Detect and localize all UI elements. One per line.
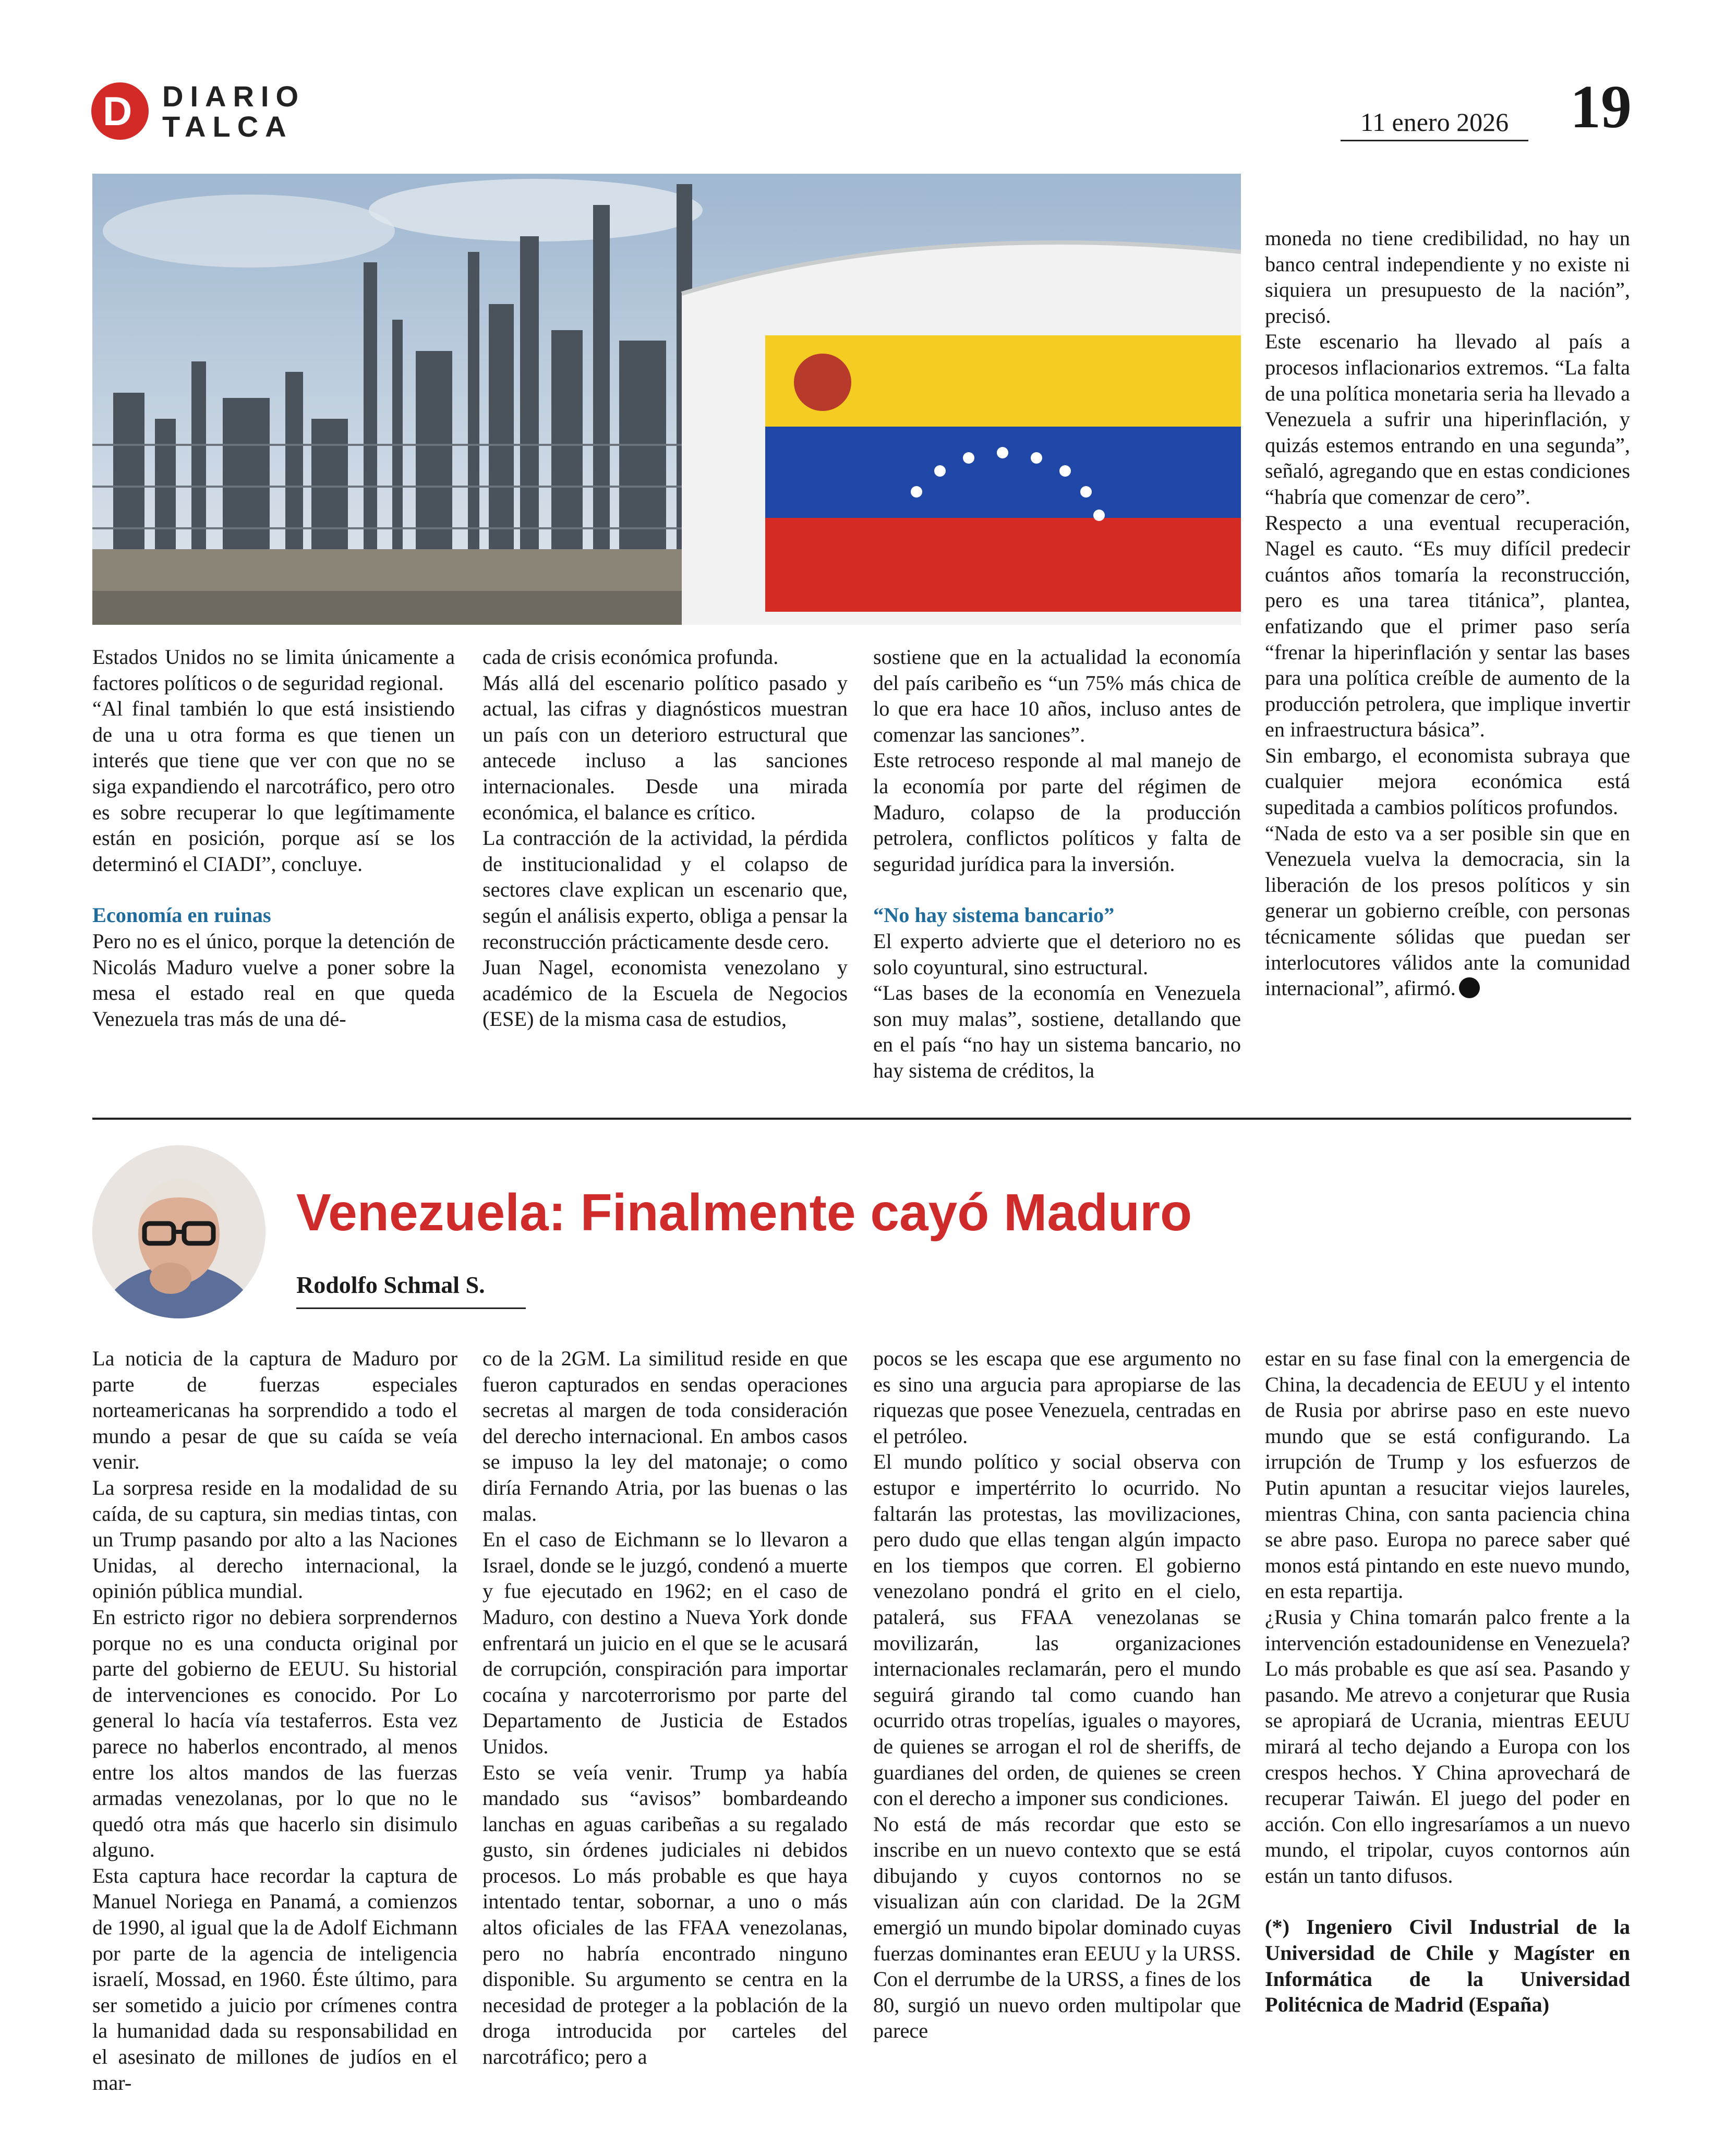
- subhead-economia-en-ruinas: Economía en ruinas: [92, 903, 271, 927]
- author-portrait-icon: [92, 1145, 266, 1318]
- article-column-4: moneda no tiene credibilidad, no hay un banco central independiente y no existe ni siquiera un presupuesto de la nación”, precisó. Este escenario ha llevado al país a procesos inflacionarios extremos. “La falta de una política monetaria seria ha llevado a Venezuela a sufrir una hiperinflación, y quizás estemos entrando en una segunda”, señaló, agregando que en estas condiciones “habría que comenzar de cero”. Respecto a una eventual recuperación, Nagel es cauto. “Es muy difícil predecir cuántos años tomaría la reconstrucción, pero es una tarea titánica”, plantea, enfatizando que el primer paso sería “frenar la hiperinflación y sentar las bases para una política creíble de aumento de la producción petrolera, que implique invertir en infraestructura básica”. Sin embargo, el economista subraya que cualquier mejora económica está supeditada a cambios políticos profundos. “Nada de esto va a ser posible sin que en Venezuela vuelva la democracia, sin la liberación de los presos políticos y sin generar un gobierno creíble, con personas técnicamente sólidas que puedan ser interlocutores válidos ante la comunidad internacional”, afirmó.: [1265, 226, 1630, 1000]
- subhead-no-hay-sistema-bancario: “No hay sistema bancario”: [873, 903, 1115, 927]
- end-of-article-icon: [1459, 977, 1480, 998]
- opinion-column-4: estar en su fase final con la emergencia de China, la decadencia de EEUU y el intento de Rusia por abrirse paso en este nuevo mundo que se está configurando. La irrupción de Trump y los esfuerzos de Putin apuntan a resucitar viejos laureles, mientras China, con santa paciencia china se abre paso. Europa no parece saber qué monos está pintando en este nuevo mundo, en esta repartija. ¿Rusia y China tomarán palco frente a la intervención estadounidense en Venezuela? Lo más probable es que así sea. Pasando y pasando. Me atrevo a conjeturar que Rusia se apropiará de Ucrania, mientras EEUU mirará al techo dejando a Europa con los crespos hechos. Y China aprovechará de recuperar Taiwán. El juego del poder en acción. Con ello ingresaríamos a un nuevo mundo, el tripolar, cuyos contornos aún están un tanto difusos. (*) Ingeniero Civil Industrial de la Universidad de Chile y Magíster en Informática de la Universidad Politécnica de Madrid (España): [1265, 1346, 1630, 2018]
- author-avatar: [92, 1145, 266, 1318]
- page-number: 19: [1570, 72, 1632, 141]
- date-underline: [1341, 140, 1528, 141]
- byline-underline: [296, 1307, 526, 1309]
- opinion-headline: Venezuela: Finalmente cayó Maduro: [296, 1183, 1192, 1242]
- opinion-column-3: pocos se les escapa que ese argumento no es sino una argucia para apropiarse de las riquezas que posee Venezuela, centradas en el petróleo. El mundo político y social observa con estupor e impertérrito lo ocurrido. No faltarán las protestas, las movilizaciones, pero dudo que ellas tengan algún impacto en los tiempos que corren. El gobierno venezolano pondrá el grito en el cielo, patalerá, sus FFAA venezolanas se movilizarán, las organizaciones internacionales reclamarán, pero el mundo seguirá girando tal como cuando han ocurrido otras tropelías, iguales o mayores, de quienes se arrogan el rol de sheriffs, de guardianes del orden, de quienes se creen con el derecho a imponer sus condiciones. No está de más recordar que esto se inscribe en un nuevo contexto que se está dibujando y cuyos contornos no se visualizan aún con claridad. De la 2GM emergió un mundo bipolar dominado cuyas fuerzas dominantes eran EEUU y la URSS. Con el derrumbe de la URSS, a fines de los 80, surgió un nuevo orden multipolar que parece: [873, 1347, 1241, 2043]
- article-column-2: cada de crisis económica profunda. Más allá del escenario político pasado y actual, las cifras y diagnósticos muestran un país con un deterioro estructural que antecede incluso a las sanciones internacionales. Desde una mirada económica, el balance es crítico. La contracción de la actividad, la pérdida de institucionalidad y el colapso de sectores clave explican un escenario que, según el análisis experto, obliga a pensar la reconstrucción prácticamente desde cero. Juan Nagel, economista venezolano y académico de la Escuela de Negocios (ESE) de la misma casa de estudios,: [482, 645, 848, 1031]
- issue-date: 11 enero 2026: [1360, 107, 1509, 137]
- opinion-column-2: co de la 2GM. La similitud reside en que fueron capturados en sendas operaciones secretas al margen de toda consideración del derecho internacional. En ambos casos se impuso la ley del matonaje; o como diría Fernando Atria, por las buenas o las malas. En el caso de Eichmann se lo llevaron a Israel, donde se le juzgó, condenó a muerte y fue ejecutado en 1962; en el caso de Maduro, con destino a Nueva York donde enfrentará un juicio en el que se le acusará de corrupción, conspiración para importar cocaína y narcoterrorismo por parte del Departamento de Justicia de Estados Unidos. Esto se veía venir. Trump ya había mandado sus “avisos” bombardeando lanchas en aguas caribeñas a su regalado gusto, sin órdenes judiciales ni debidos procesos. Lo más probable es que haya intentado tentar, sobornar, a uno o más altos oficiales de las FFAA venezolanas, pero no habría encontrado ninguno disponible. Su argumento se centra en la necesidad de proteger a la población de la droga introducida por carteles del narcotráfico; pero a: [482, 1347, 848, 2069]
- refinery-with-venezuelan-flag-photo: [92, 174, 1241, 625]
- article-photo: [92, 174, 1241, 625]
- author-byline: Rodolfo Schmal S.: [296, 1271, 485, 1298]
- article-column-3: sostiene que en la actualidad la economía del país caribeño es “un 75% más chica de lo que era hace 10 años, incluso antes de comenzar las sanciones”. Este retroceso responde al mal manejo de la economía por parte del régimen de Maduro, colapso de la producción petrolera, conflictos políticos y falta de seguridad jurídica para la inversión. “No hay sistema bancario” El experto advierte que el deterioro no es solo coyuntural, sino estructural. “Las bases de la economía en Venezuela son muy malas”, sostiene, detallando que en el país “no hay un sistema bancario, no hay sistema de créditos, la: [873, 645, 1241, 1082]
- opinion-column-1: La noticia de la captura de Maduro por parte de fuerzas especiales norteamericanas ha sorprendido a todo el mundo a pesar de que su caída se veía venir. La sorpresa reside en la modalidad de su caída, de su captura, sin medias tintas, con un Trump pasando por alto a las Naciones Unidas, al derecho internacional, la opinión pública mundial. En estricto rigor no debiera sorprendernos porque no es una conducta original por parte del gobierno de EEUU. Su historial de intervenciones es conocido. Por Lo general lo hacía vía testaferros. Esta vez parece no haberlos encontrado, al menos entre los altos mandos de las fuerzas armadas venezolanas, por lo que no le quedó otra más que hacerlo sin disimulo alguno. Esta captura hace recordar la captura de Manuel Noriega en Panamá, a comienzos de 1990, al igual que la de Adolf Eichmann por parte de la agencia de inteligencia israelí, Mossad, en 1960. Éste último, para ser sometido a juicio por crímenes contra la humanidad dada su responsabilidad en el asesinato de millones de judíos en el mar-: [92, 1347, 457, 2094]
- logo-mark-icon: D: [91, 82, 149, 140]
- logo-wordmark: DIARIO TALCA: [162, 80, 305, 143]
- article-column-1: Estados Unidos no se limita únicamente a factores políticos o de seguridad regional. “Al final también lo que está insistiendo de una u otra forma es que tienen un interés que tiene que ver con que no se siga expandiendo el narcotráfico, pero otro es sobre recuperar lo que legítimamente están en posición, porque así se los determinó el CIADI”, concluye. Economía en ruinas Pero no es el único, porque la detención de Nicolás Maduro vuelve a poner sobre la mesa el estado real en que queda Venezuela tras más de una dé-: [92, 645, 455, 1031]
- author-bio: (*) Ingeniero Civil Industrial de la Universidad de Chile y Magíster en Informática de la Universidad Politécnica de Madrid (España): [1265, 1915, 1630, 2017]
- section-divider: [92, 1118, 1631, 1120]
- diario-talca-logo: [91, 78, 305, 143]
